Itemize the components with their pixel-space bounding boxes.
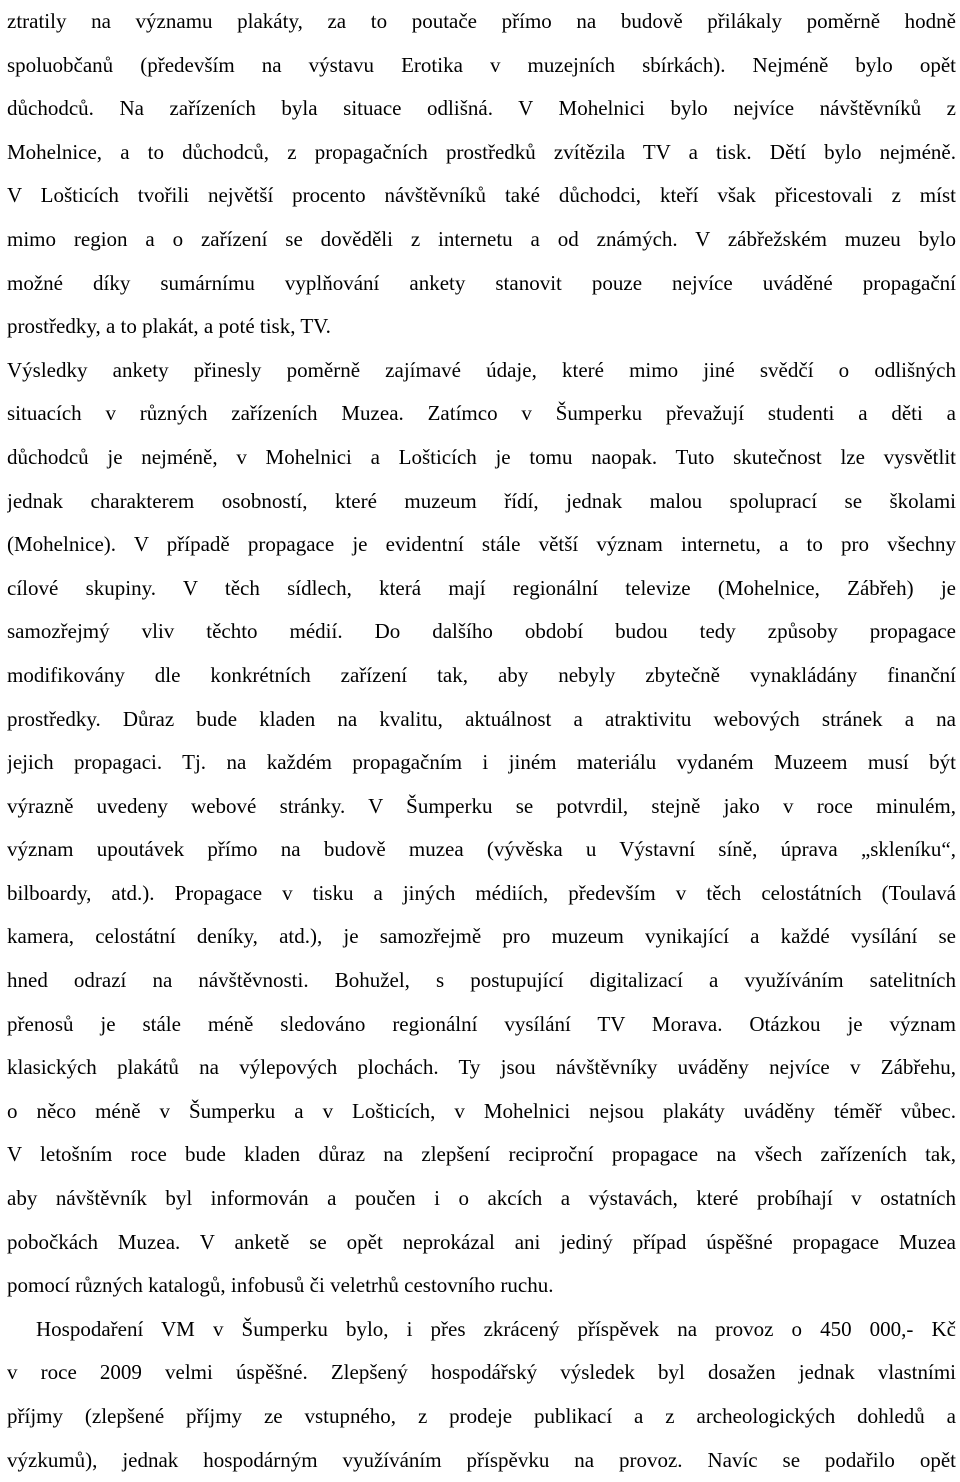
- text-line: důchodců. Na zařízeních byla situace odlišná. V Mohelnici bylo nejvíce návštěvníků z: [7, 96, 956, 121]
- text-line: význam upoutávek přímo na budově muzea (vývěska u Výstavní síně, úprava „skleníku“,: [7, 837, 956, 862]
- text-line: Hospodaření VM v Šumperku bylo, i přes zkrácený příspěvek na provoz o 450 000,- Kč: [36, 1316, 956, 1341]
- paragraph-visitor-survey-results: [7, 0, 956, 349]
- text-line: pomocí různých katalogů, infobusů či veletrhů cestovního ruchu.: [7, 1273, 554, 1298]
- text-line: mimo region a o zařízení se dověděli z internetu a od známých. V zábřežském muzeu bylo: [7, 226, 956, 251]
- text-line: příjmy (zlepšené příjmy ze vstupného, z prodeje publikací a z archeologických dohledů a: [7, 1404, 956, 1428]
- text-line: situacích v různých zařízeních Muzea. Zatímco v Šumperku převažují studenti a děti a: [7, 401, 956, 426]
- text-line: v roce 2009 velmi úspěšné. Zlepšený hospodářský výsledek byl dosažen jednak vlastními: [7, 1360, 956, 1385]
- text-line: pobočkách Muzea. V anketě se opět neprokázal ani jediný případ úspěšné propagace Muzea: [7, 1229, 956, 1254]
- text-line: hned odrazí na návštěvnosti. Bohužel, s postupující digitalizací a využíváním satelitních: [7, 968, 956, 993]
- text-line: cílové skupiny. V těch sídlech, která mají regionální televize (Mohelnice, Zábřeh) je: [7, 575, 956, 600]
- paragraph-survey-conclusions: [7, 349, 956, 1308]
- text-line: kamera, celostátní deníky, atd.), je samozřejmě pro muzeum vynikající a každé vysílání se: [7, 924, 956, 949]
- text-line: o něco méně v Šumperku a v Lošticích, v Mohelnici nejsou plakáty uváděny téměř vůbec.: [7, 1098, 956, 1123]
- text-line: aby návštěvník byl informován a poučen i o akcích a výstavách, které probíhají v ostatních: [7, 1186, 956, 1211]
- text-line: ztratily na významu plakáty, za to poutače přímo na budově přilákaly poměrně hodně: [7, 9, 956, 33]
- text-line: jejich propagaci. Tj. na každém propagačním i jiném materiálu vydaném Muzeem musí být: [7, 750, 956, 775]
- text-line: (Mohelnice). V případě propagace je evidentní stále větší význam internetu, a to pro všechny: [7, 532, 956, 557]
- text-line: prostředky. Důraz bude kladen na kvalitu, aktuálnost a atraktivitu webových stránek a na: [7, 706, 956, 731]
- text-line: modifikovány dle konkrétních zařízení tak, aby nebyly zbytečně vynakládány finanční: [7, 662, 956, 687]
- text-line: V letošním roce bude kladen důraz na zlepšení reciproční propagace na všech zařízeních tak,: [7, 1142, 956, 1167]
- text-line: samozřejmý vliv těchto médií. Do dalšího období budou tedy způsoby propagace: [7, 619, 956, 644]
- text-line: jednak charakterem osobností, které muzeum řídí, jednak malou spoluprací se školami: [7, 488, 956, 513]
- text-line: bilboardy, atd.). Propagace v tisku a jiných médiích, především v těch celostátních (Toulavá: [7, 880, 956, 905]
- text-line: výzkumů), jednak hospodárným využíváním příspěvku na provoz. Navíc se podařilo opět: [7, 1447, 956, 1472]
- text-line: výrazně uvedeny webové stránky. V Šumperku se potvrdil, stejně jako v roce minulém,: [7, 793, 956, 818]
- text-line: Mohelnice, a to důchodců, z propagačních prostředků zvítězila TV a tisk. Dětí bylo nejméně.: [7, 139, 956, 164]
- text-line: možné díky sumárnímu vyplňování ankety stanovit pouze nejvíce uváděné propagační: [7, 270, 956, 295]
- document-page: [7, 0, 956, 1482]
- text-line: spoluobčanů (především na výstavu Erotika v muzejních sbírkách). Nejméně bylo opět: [7, 52, 956, 77]
- text-line: důchodců je nejméně, v Mohelnici a Lošticích je tomu naopak. Tuto skutečnost lze vysvětlit: [7, 444, 956, 469]
- text-line: prostředky, a to plakát, a poté tisk, TV.: [7, 314, 331, 339]
- text-line: V Lošticích tvořili největší procento návštěvníků také důchodci, kteří však přicestovali z míst: [7, 183, 956, 208]
- paragraph-financial-management: [7, 1308, 956, 1482]
- text-line: přenosů je stále méně sledováno regionální vysílání TV Morava. Otázkou je význam: [7, 1011, 956, 1036]
- text-line: klasických plakátů na výlepových plochách. Ty jsou návštěvníky uváděny nejvíce v Zábřehu,: [7, 1055, 956, 1080]
- text-line: Výsledky ankety přinesly poměrně zajímavé údaje, které mimo jiné svědčí o odlišných: [7, 357, 956, 382]
